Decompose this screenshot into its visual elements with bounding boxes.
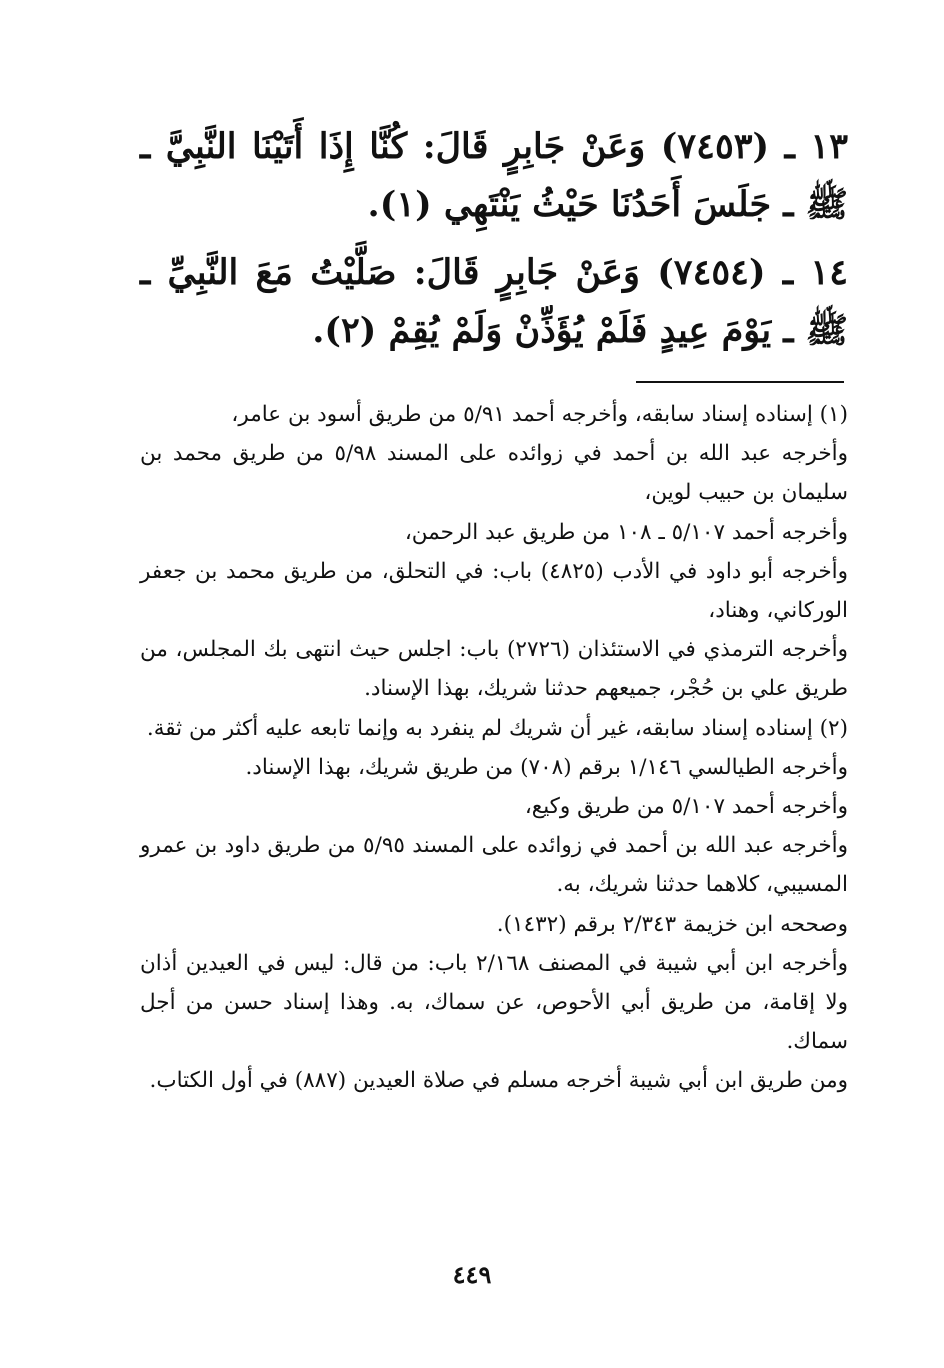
page-number: ٤٤٩ bbox=[452, 1260, 492, 1289]
footnote-paragraph: وأخرجه أحمد ٥/١٠٧ ـ ١٠٨ من طريق عبد الرحمن، bbox=[404, 519, 848, 545]
footnote-paragraph: وأخرجه الطيالسي ١/١٤٦ برقم (٧٠٨) من طريق شريك، بهذا الإسناد. bbox=[245, 754, 848, 780]
footnote-paragraph: وأخرجه ابن أبي شيبة في المصنف ٢/١٦٨ باب: من قال: ليس في العيدين أذان ولا إقامة، من طريق أبي الأحوص، عن سماك، به. وهذا إسناد حسن من أجل سماك. bbox=[140, 950, 848, 1055]
footnote-paragraph: وأخرجه عبد الله بن أحمد في زوائده على المسند ٥/٩٥ من طريق داود بن عمرو المسيبي، كلاهما حدثنا شريك، به. bbox=[140, 833, 848, 898]
footnote-2-intro: (٢) إسناده إسناد سابقه، غير أن شريك لم ينفرد به وإنما تابعه عليه أكثر من ثقة. bbox=[146, 715, 848, 741]
hadith-text-block bbox=[140, 118, 848, 370]
footnotes-section bbox=[140, 395, 848, 1101]
footnote-separator bbox=[636, 381, 844, 383]
footnote-paragraph: وأخرجه أحمد ٥/١٠٧ من طريق وكيع، bbox=[524, 794, 848, 820]
hadith-14: ١٤ ـ (٧٤٥٤) وَعَنْ جَابِرٍ قَالَ: صَلَّيْتُ مَعَ النَّبِيِّ ـ ﷺ ـ يَوْمَ عِيدٍ فَلَمْ يُؤَذِّنْ وَلَمْ يُقِمْ (٢). bbox=[140, 252, 848, 351]
footnote-paragraph: وصححه ابن خزيمة ٢/٣٤٣ برقم (١٤٣٢). bbox=[496, 911, 848, 937]
footnote-paragraph: وأخرجه أبو داود في الأدب (٤٨٢٥) باب: في التحلق، من طريق محمد بن جعفر الوركاني، وهناد، bbox=[140, 558, 849, 624]
footnote-paragraph: وأخرجه الترمذي في الاستئذان (٢٧٢٦) باب: اجلس حيث انتهى بك المجلس، من طريق علي بن حُجْر، جميعهم حدثنا شريك، بهذا الإسناد. bbox=[140, 637, 848, 702]
footnote-1-intro: (١) إسناده إسناد سابقه، وأخرجه أحمد ٥/٩١ من طريق أسود بن عامر، bbox=[231, 402, 848, 427]
hadith-13: ١٣ ـ (٧٤٥٣) وَعَنْ جَابِرٍ قَالَ: كُنَّا إِذَا أَتَيْنَا النَّبِيَّ ـ ﷺ ـ جَلَسَ أَحَدُنَا حَيْثُ يَنْتَهِي (١). bbox=[140, 126, 849, 225]
footnote-paragraph: وأخرجه عبد الله بن أحمد في زوائده على المسند ٥/٩٨ من طريق محمد بن سليمان بن حبيب لوين، bbox=[140, 441, 848, 506]
footnote-paragraph: ومن طريق ابن أبي شيبة أخرجه مسلم في صلاة العيدين (٨٨٧) في أول الكتاب. bbox=[149, 1068, 848, 1094]
